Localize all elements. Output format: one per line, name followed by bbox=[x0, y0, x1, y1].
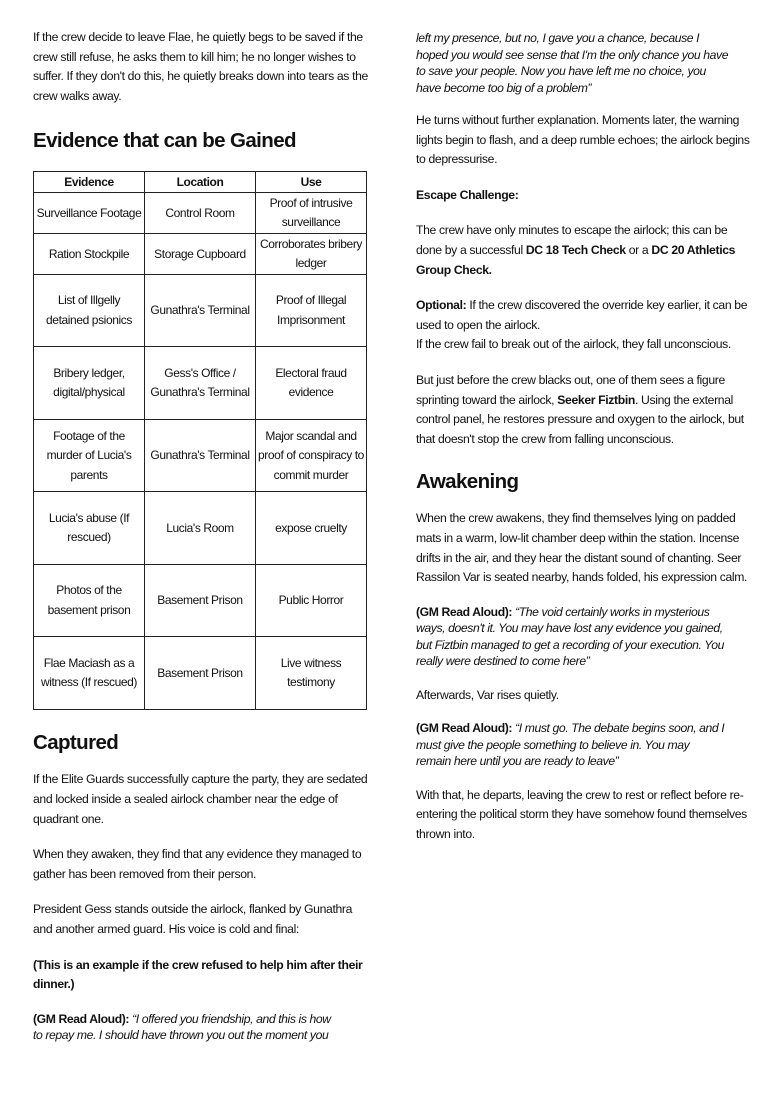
gm-quote-line: “The void certainly works in mysterious bbox=[515, 604, 710, 619]
captured-example-note: (This is an example if the crew refused to help him after their dinner.) bbox=[33, 957, 363, 992]
gm-quote-line: to save your people. Now you have left me no choice, you bbox=[416, 64, 706, 78]
cell-evidence: Surveillance Footage bbox=[34, 193, 145, 234]
gm-quote-line: remain here until you are ready to leave” bbox=[416, 754, 619, 769]
escape-or: or a bbox=[625, 242, 652, 257]
blackout-text: But just before the crew blacks out, one of them sees a figure sprinting toward the airlock, bbox=[416, 372, 725, 407]
gm-quote-line: to repay me. I should have thrown you out the moment you bbox=[33, 1028, 329, 1043]
optional-text: If the crew discovered the override key earlier, it can be used to open the airlock. bbox=[416, 298, 748, 332]
cell-use: Proof of Illegal Imprisonment bbox=[256, 275, 367, 347]
blackout-paragraph bbox=[416, 371, 756, 449]
gm-read-aloud-gess bbox=[33, 1011, 369, 1044]
cell-use: Electoral fraud evidence bbox=[256, 347, 367, 420]
captured-heading: Captured bbox=[33, 731, 119, 755]
captured-paragraph-2: When they awaken, they find that any evidence they managed to gather has been removed from their person. bbox=[33, 847, 362, 881]
table-row bbox=[34, 193, 367, 234]
dc-tech-check: DC 18 Tech Check bbox=[525, 242, 626, 257]
gm-label: (GM Read Aloud): bbox=[33, 1011, 130, 1026]
table-row bbox=[34, 565, 367, 637]
left-column bbox=[33, 28, 369, 1044]
dc-athletics-check: DC 20 Athletics Group Check. bbox=[416, 242, 736, 277]
cell-location: Basement Prison bbox=[145, 565, 256, 637]
turns-paragraph: He turns without further explanation. Moments later, the warning lights begin to flash, and a deep rumble echoes; the airlock begins to depressurise. bbox=[416, 113, 750, 167]
gm-read-aloud-var-1 bbox=[416, 604, 756, 670]
captured-paragraph-3: President Gess stands outside the airlock, flanked by Gunathra and another armed guard. His voice is cold and final: bbox=[33, 902, 353, 936]
captured-paragraph-1: If the Elite Guards successfully capture the party, they are sedated and locked inside a sealed airlock chamber near the edge of quadrant one. bbox=[33, 772, 368, 826]
cell-use: Public Horror bbox=[256, 565, 367, 637]
table-row bbox=[34, 234, 367, 275]
cell-use: Major scandal and proof of conspiracy to commit murder bbox=[256, 420, 367, 492]
optional-label: Optional: bbox=[416, 298, 467, 313]
cell-location: Gunathra's Terminal bbox=[145, 420, 256, 492]
cell-evidence: Ration Stockpile bbox=[34, 234, 145, 275]
cell-location: Basement Prison bbox=[145, 637, 256, 710]
gm-quote-line: have become too big of a problem” bbox=[416, 80, 592, 95]
gm-quote-line: “I offered you friendship, and this is how bbox=[132, 1011, 331, 1026]
optional-paragraph bbox=[416, 296, 756, 335]
fail-paragraph: If the crew fail to break out of the airlock, they fall unconscious. bbox=[416, 337, 731, 352]
cell-evidence: Bribery ledger, digital/physical bbox=[34, 347, 145, 420]
cell-location: Lucia's Room bbox=[145, 492, 256, 565]
cell-use: Corroborates bribery ledger bbox=[256, 234, 367, 275]
cell-location: Gess's Office / Gunathra's Terminal bbox=[145, 347, 256, 420]
gm-quote-line: ways, doesn't it. You may have lost any evidence you gained, bbox=[416, 621, 723, 636]
cell-location: Storage Cupboard bbox=[145, 234, 256, 275]
escape-text: The crew have only minutes to escape the airlock; this can be done by a successful bbox=[416, 223, 728, 257]
cell-location: Control Room bbox=[145, 193, 256, 234]
cell-use: Proof of intrusive surveillance bbox=[256, 193, 367, 234]
table-header-row bbox=[34, 172, 367, 193]
evidence-heading: Evidence that can be Gained bbox=[33, 129, 296, 153]
cell-evidence: Flae Maciash as a witness (If rescued) bbox=[34, 637, 145, 710]
gm-quote-continued bbox=[416, 30, 756, 96]
departs-paragraph: With that, he departs, leaving the crew to rest or reflect before re-entering the political storm they have somehow found themselves thrown into. bbox=[416, 787, 747, 841]
table-row bbox=[34, 420, 367, 492]
gm-label: (GM Read Aloud): bbox=[416, 721, 513, 736]
header-location: Location bbox=[145, 172, 256, 193]
gm-quote-line: “I must go. The debate begins soon, and I bbox=[515, 721, 725, 736]
escape-challenge-label: Escape Challenge: bbox=[416, 187, 519, 202]
gm-quote-line: left my presence, but no, I gave you a chance, because I bbox=[416, 31, 700, 45]
right-column bbox=[416, 30, 756, 845]
gm-quote-line: but Fiztbin managed to get a recording of your execution. You bbox=[416, 637, 725, 652]
gm-quote-line: hoped you would see sense that I'm the only chance you have bbox=[416, 47, 729, 62]
awakening-heading: Awakening bbox=[416, 470, 519, 494]
awaken-paragraph: When the crew awakens, they find themselves lying on padded mats in a warm, low-lit chamber deep within the station. Incense drifts in the air, and they hear the distant sound of chanting. Seer Rassilon Var is seated nearby, hands folded, his expression calm. bbox=[416, 511, 748, 585]
gm-quote-line: must give the people something to believe in. You may bbox=[416, 737, 690, 752]
cell-evidence: Photos of the basement prison bbox=[34, 565, 145, 637]
cell-evidence: Footage of the murder of Lucia's parents bbox=[34, 420, 145, 492]
cell-evidence: Lucia's abuse (If rescued) bbox=[34, 492, 145, 565]
cell-use: Live witness testimony bbox=[256, 637, 367, 710]
header-use: Use bbox=[256, 172, 367, 193]
cell-location: Gunathra's Terminal bbox=[145, 275, 256, 347]
blackout-text: . Using the external control panel, he restores pressure and oxygen to the airlock, but that doesn't stop the crew from falling unconscious. bbox=[416, 392, 744, 446]
table-row bbox=[34, 275, 367, 347]
header-evidence: Evidence bbox=[34, 172, 145, 193]
escape-paragraph bbox=[416, 221, 756, 280]
table-row bbox=[34, 637, 367, 710]
gm-read-aloud-var-2 bbox=[416, 720, 756, 770]
cell-evidence: List of Illgelly detained psionics bbox=[34, 275, 145, 347]
afterwards-paragraph: Afterwards, Var rises quietly. bbox=[416, 687, 559, 702]
cell-use: expose cruelty bbox=[256, 492, 367, 565]
table-row bbox=[34, 347, 367, 420]
gm-quote-line: really were destined to come here” bbox=[416, 654, 590, 669]
evidence-table bbox=[33, 171, 367, 710]
seeker-fiztbin-name: Seeker Fiztbin bbox=[557, 392, 635, 407]
table-row bbox=[34, 492, 367, 565]
intro-paragraph: If the crew decide to leave Flae, he quietly begs to be saved if the crew still refuse, he asks them to kill him; he no longer wishes to suffer. If they don't do this, he quietly breaks down into tears as the crew walks away. bbox=[33, 30, 368, 103]
gm-label: (GM Read Aloud): bbox=[416, 604, 513, 619]
